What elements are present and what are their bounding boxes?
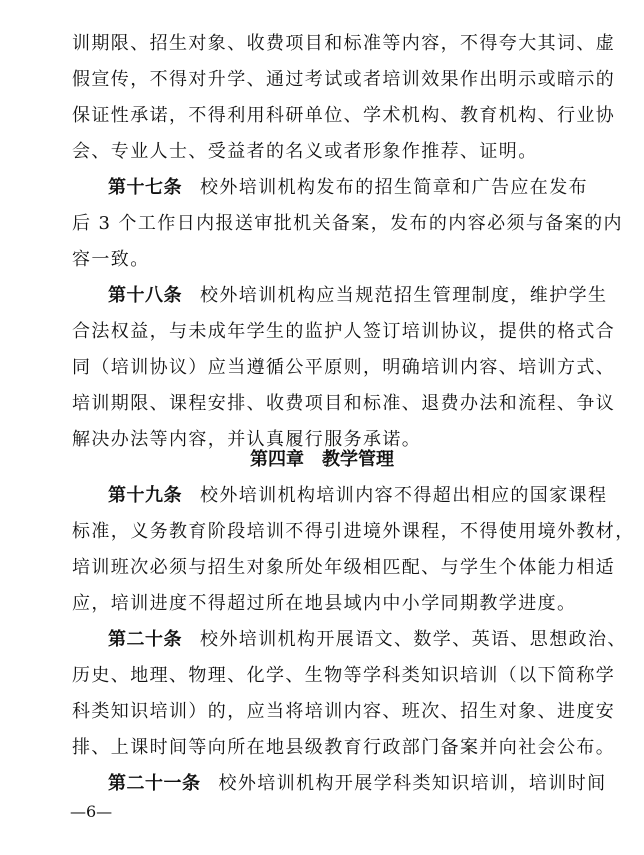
paragraph-line: 排、上课时间等向所在地县级教育行政部门备案并向社会公布。 xyxy=(72,737,616,758)
chapter-number: 第四章 xyxy=(250,449,304,470)
article-21-text: 校外培训机构开展学科类知识培训，培训时间 xyxy=(218,773,607,794)
paragraph-line: 解决办法等内容，并认真履行服务承诺。 xyxy=(72,429,422,450)
paragraph-line: 合法权益，与未成年学生的监护人签订培训协议，提供的格式合 xyxy=(72,321,616,342)
paragraph-line: 科类知识培训）的，应当将培训内容、班次、招生对象、进度安 xyxy=(72,701,616,722)
article-18-number: 第十八条 xyxy=(108,285,182,306)
paragraph-line: 培训班次必须与招生对象所处年级相匹配、与学生个体能力相适 xyxy=(72,557,616,578)
article-20-first-line xyxy=(108,622,627,658)
paragraph-line: 应，培训进度不得超过所在地县域内中小学同期教学进度。 xyxy=(72,593,577,614)
article-21-first-line xyxy=(108,766,607,802)
article-19-number: 第十九条 xyxy=(108,485,182,506)
paragraph-line: 容一致。 xyxy=(72,249,150,270)
paragraph-line: 培训期限、课程安排、收费项目和标准、退费办法和流程、争议 xyxy=(72,393,616,414)
article-19-text: 校外培训机构培训内容不得超出相应的国家课程 xyxy=(200,485,608,506)
article-17-first-line xyxy=(108,170,588,206)
article-20-number: 第二十条 xyxy=(108,629,182,650)
paragraph-line: 后 3 个工作日内报送审批机关备案，发布的内容必须与备案的内 xyxy=(72,213,623,234)
paragraph-line: 保证性承诺，不得利用科研单位、学术机构、教育机构、行业协 xyxy=(72,105,616,126)
article-17-number: 第十七条 xyxy=(108,177,182,198)
article-18-text: 校外培训机构应当规范招生管理制度，维护学生 xyxy=(200,285,608,306)
paragraph-line: 会、专业人士、受益者的名义或者形象作推荐、证明。 xyxy=(72,141,538,162)
article-17-text: 校外培训机构发布的招生简章和广告应在发布 xyxy=(200,177,588,198)
page-number: —6— xyxy=(70,802,113,821)
paragraph-line: 训期限、招生对象、收费项目和标准等内容，不得夸大其词、虚 xyxy=(72,33,616,54)
paragraph-line: 同（培训协议）应当遵循公平原则，明确培训内容、培训方式、 xyxy=(72,357,616,378)
paragraph-line: 历史、地理、物理、化学、生物等学科类知识培训（以下简称学 xyxy=(72,665,616,686)
paragraph-line: 标准，义务教育阶段培训不得引进境外课程，不得使用境外教材， xyxy=(72,521,635,542)
chapter-heading xyxy=(0,442,644,478)
article-21-number: 第二十一条 xyxy=(108,773,201,794)
paragraph-line: 假宣传，不得对升学、通过考试或者培训效果作出明示或暗示的 xyxy=(72,69,616,90)
chapter-title: 教学管理 xyxy=(322,449,394,470)
article-19-first-line xyxy=(108,478,608,514)
article-20-text: 校外培训机构开展语文、数学、英语、思想政治、 xyxy=(200,629,627,650)
article-18-first-line xyxy=(108,278,608,314)
